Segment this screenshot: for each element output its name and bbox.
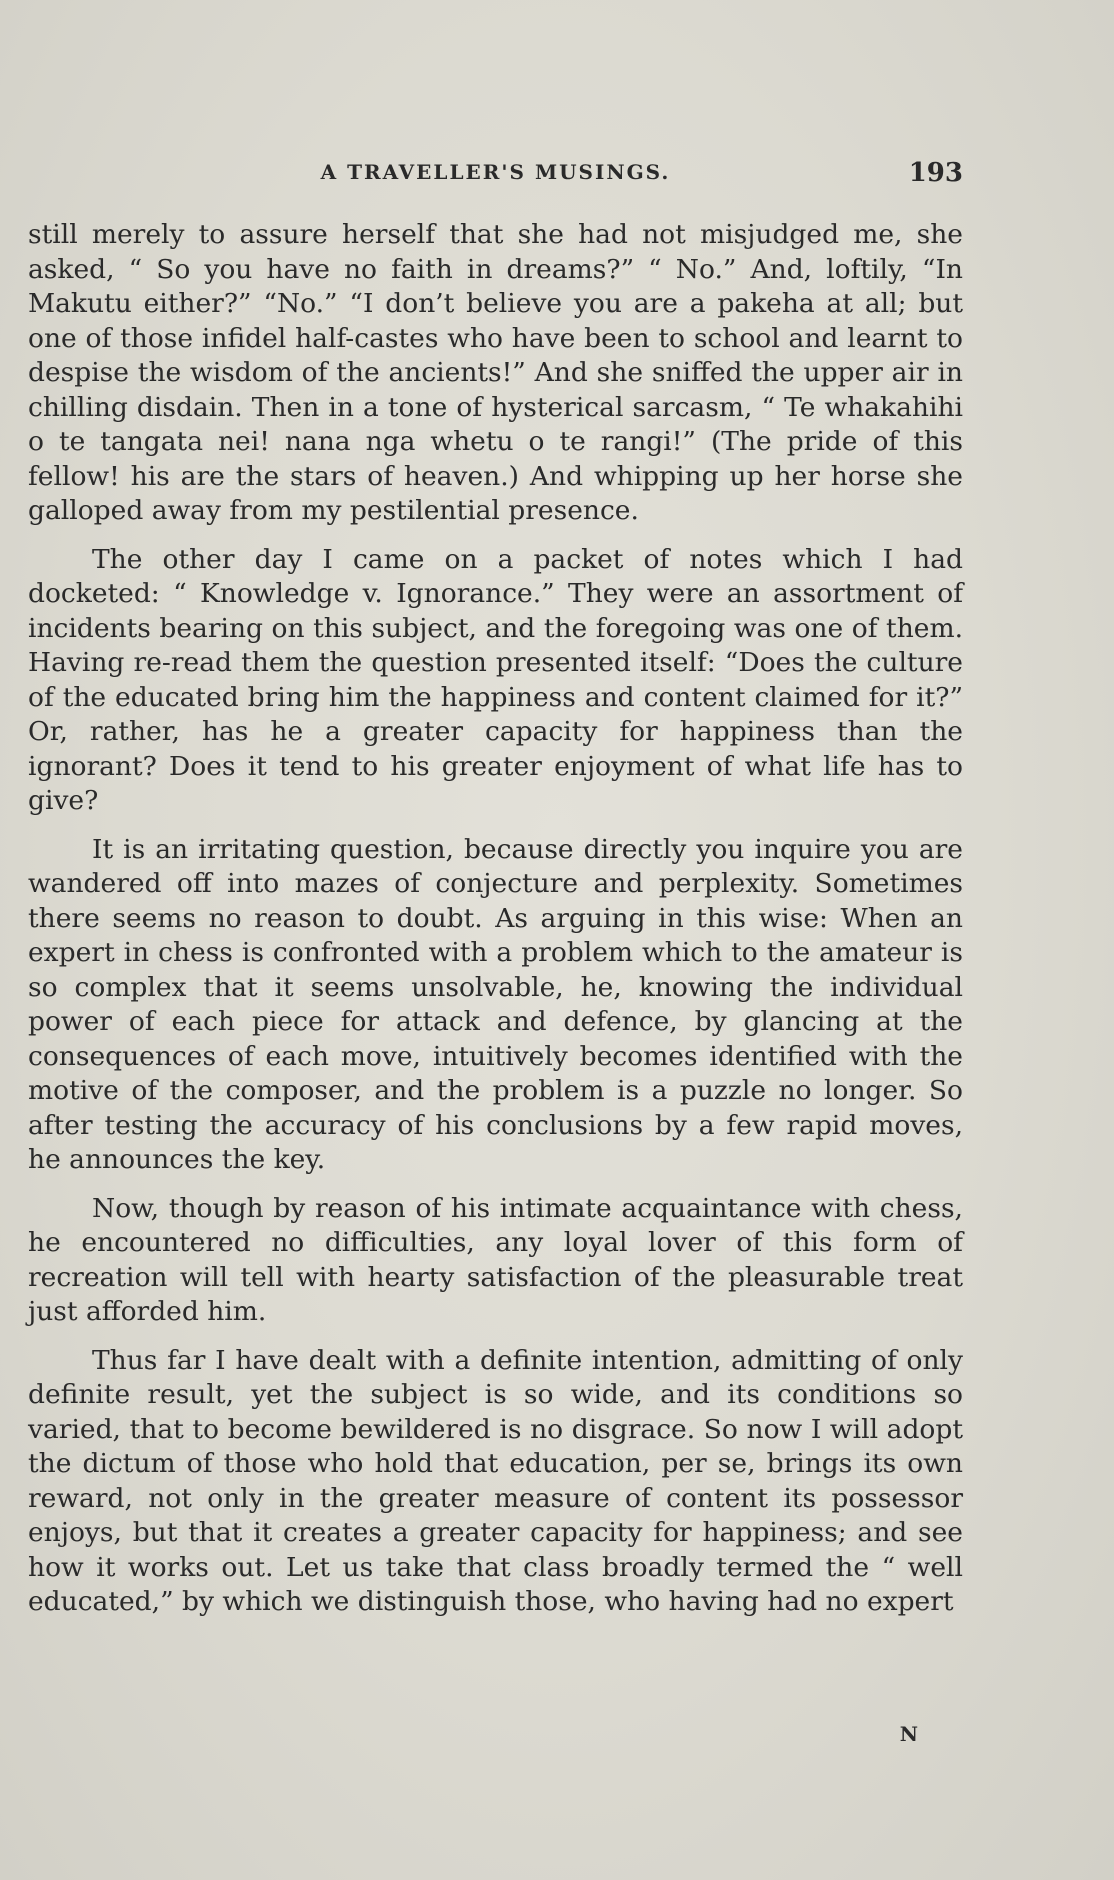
page-number: 193	[908, 158, 963, 188]
paragraph-education: Thus far I have dealt with a definite intention, admitting of only definite result, yet the subject is so wide, and its conditions so varied, that to become bewildered is no disgrace. So now I will adopt the dictum of those who hold that education, per se, brings its own reward, not only in the greater measure of content its possessor enjoys, but that it creates a greater capacity for happiness; and see how it works out. Let us take that class broadly termed the “ well educated,” by which we distinguish those, who having had no expert	[28, 1344, 963, 1617]
running-head	[28, 158, 963, 194]
running-title: A TRAVELLER'S MUSINGS.	[320, 160, 671, 184]
paragraph-notes: The other day I came on a packet of notes which I had docketed: “ Knowledge v. Ignorance.” They were an assortment of incidents bearing on this subject, and the foregoing was one of them. Having re-read them the question presented itself: “Does the culture of the educated bring him the happiness and content claimed for it?” Or, rather, has he a greater capacity for happiness than the ignorant? Does it tend to his greater enjoyment of what life has to give?	[28, 543, 963, 816]
paragraph-continuation: still merely to assure herself that she had not misjudged me, she asked, “ So you have no faith in dreams?” “ No.” And, loftily, “In Makutu either?” “No.” “I don’t believe you are a pakeha at all; but one of those infidel half-castes who have been to school and learnt to despise the wisdom of the ancients!” And she sniffed the upper air in chilling disdain. Then in a tone of hysterical sarcasm, “ Te whakahihi o te tangata nei! nana nga whetu o te rangi!” (The pride of this fellow! his are the stars of heaven.) And whipping up her horse she galloped away from my pestilential presence.	[28, 219, 963, 526]
paragraph-question: It is an irritating question, because directly you inquire you are wandered off into mazes of conjecture and perplexity. Sometimes there seems no reason to doubt. As arguing in this wise: When an expert in chess is confronted with a problem which to the amateur is so complex that it seems unsolvable, he, knowing the individual power of each piece for attack and defence, by glancing at the consequences of each move, intuitively becomes identified with the motive of the composer, and the problem is a puzzle no longer. So after testing the accuracy of his conclusions by a few rapid moves, he announces the key.	[28, 833, 963, 1175]
body-text	[28, 218, 963, 1620]
paragraph-chess: Now, though by reason of his intimate acquaintance with chess, he encountered no difficulties, any loyal lover of this form of recreation will tell with hearty satisfaction of the pleasurable treat just afforded him.	[28, 1192, 963, 1327]
signature-mark: N	[899, 1722, 918, 1746]
